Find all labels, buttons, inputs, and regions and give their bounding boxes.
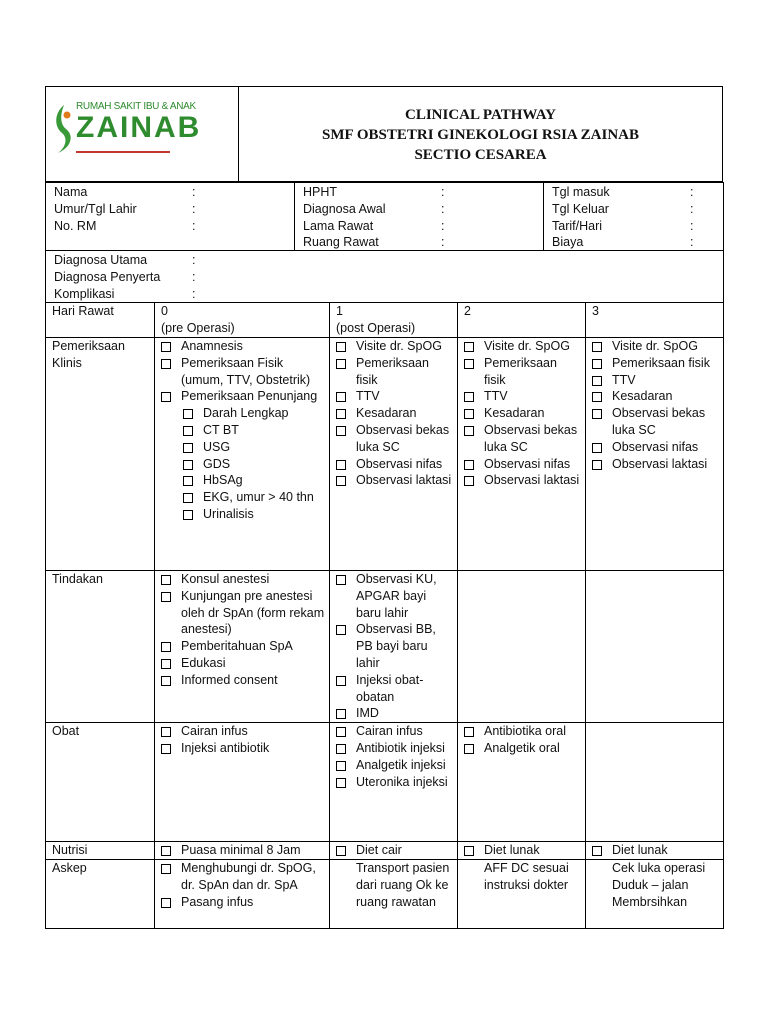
checklist-item[interactable] <box>161 842 325 859</box>
pathway-row <box>46 723 724 842</box>
checklist-item[interactable] <box>592 842 719 859</box>
checklist-item[interactable] <box>336 672 453 706</box>
checklist-item[interactable] <box>592 355 719 372</box>
field-separator: : <box>441 218 445 233</box>
pathway-row <box>46 570 724 722</box>
pathway-cell <box>330 859 458 928</box>
field-label: Umur/Tgl Lahir <box>54 201 137 216</box>
checklist-label: Observasi BB, PB bayi baru lahir <box>356 622 436 670</box>
checkbox-icon[interactable] <box>336 409 346 419</box>
checklist-label: IMD <box>356 706 379 721</box>
pathway-cell <box>155 570 330 722</box>
checklist-item <box>592 860 719 877</box>
checklist-label: Observasi KU, APGAR bayi baru lahir <box>356 571 437 620</box>
checkbox-icon[interactable] <box>336 392 346 402</box>
checkbox-icon[interactable] <box>592 342 602 352</box>
pathway-cell <box>458 859 586 928</box>
checklist-label: Observasi laktasi <box>356 473 452 488</box>
checklist-item[interactable] <box>161 506 325 523</box>
checklist-item[interactable] <box>336 405 453 422</box>
checklist-label: CT BT <box>203 422 239 437</box>
diagnosis-cell <box>46 251 724 303</box>
checkbox-icon[interactable] <box>336 676 346 686</box>
checklist-label: Kesadaran <box>356 406 417 421</box>
checklist-label: Kesadaran <box>612 389 673 404</box>
checklist-label: HbSAg <box>203 473 243 488</box>
checkbox-icon[interactable] <box>464 460 474 470</box>
pathway-cell <box>586 723 724 842</box>
checklist-label: Antibiotik injeksi <box>356 740 445 755</box>
row-label: Askep <box>46 859 155 928</box>
checklist-label: Injeksi obat-obatan <box>356 672 424 704</box>
checkbox-icon[interactable] <box>336 476 346 486</box>
checklist-label: Analgetik oral <box>484 740 560 755</box>
checklist-label: Pasang infus <box>181 894 254 909</box>
checklist-label: Pemeriksaan fisik <box>484 355 557 387</box>
checklist-item[interactable] <box>336 355 453 389</box>
diagnosis-row <box>46 251 724 303</box>
checklist-item[interactable] <box>592 456 719 473</box>
checkbox-icon[interactable] <box>464 744 474 754</box>
field-label: Ruang Rawat <box>303 235 379 250</box>
checklist-label: Darah Lengkap <box>203 406 289 421</box>
pathway-cell <box>586 337 724 570</box>
checklist-item[interactable] <box>161 723 325 740</box>
row-label: Nutrisi <box>46 842 155 860</box>
checkbox-icon[interactable] <box>336 846 346 856</box>
checkbox-icon[interactable] <box>183 493 193 503</box>
checklist-item[interactable] <box>464 388 581 405</box>
checkbox-icon[interactable] <box>592 460 602 470</box>
patient-field <box>303 234 543 251</box>
checklist-label: Pemeriksaan Fisik (umum, TTV, Obstetrik) <box>181 355 311 387</box>
patient-field <box>552 234 723 251</box>
pathway-row <box>46 859 724 928</box>
checkbox-icon[interactable] <box>183 460 193 470</box>
checklist-label: Membrsihkan <box>612 894 688 909</box>
patient-info-col2 <box>295 183 544 250</box>
field-label: HPHT <box>303 185 338 199</box>
checklist-label: Cek luka operasi <box>612 860 706 875</box>
checklist-item[interactable] <box>161 489 325 506</box>
checklist-item[interactable] <box>336 705 453 722</box>
patient-info-col1 <box>46 183 295 250</box>
pathway-cell <box>458 723 586 842</box>
checkbox-icon[interactable] <box>336 709 346 719</box>
pathway-cell <box>155 842 330 860</box>
checklist-item[interactable] <box>464 740 581 757</box>
form-header <box>45 86 723 182</box>
checkbox-icon[interactable] <box>183 409 193 419</box>
pathway-cell <box>155 723 330 842</box>
field-label: No. RM <box>54 218 97 233</box>
pathway-cell <box>155 859 330 928</box>
checkbox-icon[interactable] <box>464 409 474 419</box>
checklist-item[interactable] <box>336 774 453 791</box>
checklist-label: Konsul anestesi <box>181 571 270 586</box>
checkbox-icon[interactable] <box>464 359 474 369</box>
checkbox-icon[interactable] <box>161 898 171 908</box>
hari-rawat-label: Hari Rawat <box>46 303 155 338</box>
checklist-label: TTV <box>356 389 380 404</box>
day-number: 2 <box>464 304 471 319</box>
field-separator: : <box>192 253 196 267</box>
day-header-3 <box>586 303 724 338</box>
checklist-item[interactable] <box>161 388 325 405</box>
pathway-cell <box>586 570 724 722</box>
checklist-item[interactable] <box>161 655 325 672</box>
patient-info-col3 <box>544 183 723 250</box>
pathway-cell <box>330 570 458 722</box>
checklist-item[interactable] <box>336 388 453 405</box>
field-label: Tgl masuk <box>552 185 610 199</box>
checklist-item[interactable] <box>161 422 325 439</box>
row-label: Tindakan <box>46 570 155 722</box>
field-label: Diagnosa Penyerta <box>54 269 161 284</box>
row-label: Obat <box>46 723 155 842</box>
patient-field <box>303 184 543 201</box>
checklist-label: TTV <box>484 389 508 404</box>
checklist-label: Observasi laktasi <box>612 456 708 471</box>
title-line-1: CLINICAL PATHWAY <box>404 107 556 123</box>
checkbox-icon[interactable] <box>464 426 474 436</box>
checklist-label: AFF DC sesuai instruksi dokter <box>484 860 569 892</box>
checklist-label: Observasi bekas luka SC <box>356 422 450 454</box>
checklist-label: Observasi bekas luka SC <box>484 422 578 454</box>
checklist-item[interactable] <box>336 757 453 774</box>
checklist-label: TTV <box>612 372 636 387</box>
form-title <box>239 87 722 181</box>
checkbox-icon[interactable] <box>161 676 171 686</box>
checkbox-icon[interactable] <box>336 460 346 470</box>
checklist-label: Menghubungi dr. SpOG, dr. SpAn dan dr. SpA <box>181 860 316 892</box>
checkbox-icon[interactable] <box>161 846 171 856</box>
checklist-item <box>592 894 719 911</box>
checklist-label: Cairan infus <box>356 724 423 739</box>
patient-field <box>552 218 723 235</box>
logo-underline <box>76 151 170 153</box>
checklist-label: EKG, umur > 40 thn <box>203 490 314 505</box>
field-label: Lama Rawat <box>303 218 374 233</box>
checklist-item[interactable] <box>592 439 719 456</box>
checklist-item[interactable] <box>336 338 453 355</box>
field-label: Diagnosa Awal <box>303 201 386 216</box>
patient-info-row <box>46 183 724 251</box>
checklist-item[interactable] <box>161 355 325 389</box>
checklist-label: Transport pasien dari ruang Ok ke ruang rawatan <box>356 860 450 909</box>
checkbox-icon[interactable] <box>592 443 602 453</box>
checkbox-icon[interactable] <box>161 575 171 585</box>
field-separator: : <box>690 185 694 199</box>
checklist-item[interactable] <box>161 472 325 489</box>
checklist-label: Observasi laktasi <box>484 473 580 488</box>
checkbox-icon[interactable] <box>161 392 171 402</box>
checklist-item[interactable] <box>336 740 453 757</box>
checkbox-icon[interactable] <box>336 426 346 436</box>
checkbox-icon[interactable] <box>336 575 346 585</box>
checkbox-icon[interactable] <box>592 359 602 369</box>
checklist-label: Kunjungan pre anestesi oleh dr SpAn (form rekam anestesi) <box>181 588 325 637</box>
checklist-label: Observasi nifas <box>356 456 443 471</box>
checkbox-icon[interactable] <box>592 376 602 386</box>
pathway-cell <box>458 570 586 722</box>
checklist-label: Kesadaran <box>484 406 545 421</box>
checklist-item <box>336 860 453 910</box>
field-separator: : <box>192 201 196 216</box>
checkbox-icon[interactable] <box>336 342 346 352</box>
checkbox-icon[interactable] <box>183 476 193 486</box>
checklist-label: Cairan infus <box>181 724 248 739</box>
diagnosis-field <box>54 252 723 269</box>
checklist-item <box>464 860 581 894</box>
checklist-item[interactable] <box>464 472 581 489</box>
diagnosis-field <box>54 286 723 303</box>
day-header-0 <box>155 303 330 338</box>
field-label: Tarif/Hari <box>552 218 603 233</box>
checkbox-icon[interactable] <box>464 342 474 352</box>
field-separator: : <box>441 201 445 216</box>
checkbox-icon[interactable] <box>464 846 474 856</box>
checklist-label: Observasi nifas <box>484 456 571 471</box>
day-header-1 <box>330 303 458 338</box>
field-label: Biaya <box>552 235 584 250</box>
checkbox-icon[interactable] <box>592 392 602 402</box>
checklist-label: Pemeriksaan fisik <box>356 355 429 387</box>
checklist-label: Observasi nifas <box>612 439 699 454</box>
field-separator: : <box>192 185 196 199</box>
patient-field <box>54 184 294 201</box>
checklist-item[interactable] <box>161 338 325 355</box>
checklist-label: USG <box>203 439 231 454</box>
checklist-label: Analgetik injeksi <box>356 757 446 772</box>
field-separator: : <box>441 235 445 250</box>
checkbox-icon[interactable] <box>592 409 602 419</box>
checklist-label: Urinalisis <box>203 506 254 521</box>
checkbox-icon[interactable] <box>336 778 346 788</box>
pathway-cell <box>330 723 458 842</box>
checkbox-icon[interactable] <box>161 727 171 737</box>
checkbox-icon[interactable] <box>183 426 193 436</box>
checklist-item[interactable] <box>161 860 325 894</box>
checklist-item <box>592 877 719 894</box>
checklist-item[interactable] <box>161 672 325 689</box>
field-label: Tgl Keluar <box>552 201 609 216</box>
field-separator: : <box>690 201 694 216</box>
checklist-item[interactable] <box>161 456 325 473</box>
checklist-item[interactable] <box>464 405 581 422</box>
pathway-cell <box>458 842 586 860</box>
checklist-label: Observasi bekas luka SC <box>612 406 706 437</box>
checkbox-icon[interactable] <box>161 359 171 369</box>
days-header-row <box>46 303 724 338</box>
day-number: 0 <box>161 304 168 319</box>
checklist-item[interactable] <box>464 456 581 473</box>
checklist-label: Puasa minimal 8 Jam <box>181 843 301 858</box>
checklist-label: Edukasi <box>181 655 226 670</box>
pathway-cell <box>586 859 724 928</box>
checklist-label: Visite dr. SpOG <box>484 338 570 353</box>
checklist-item[interactable] <box>592 338 719 355</box>
checklist-label: Injeksi antibiotik <box>181 740 270 755</box>
pathway-cell <box>330 842 458 860</box>
checklist-label: Informed consent <box>181 672 278 687</box>
checklist-item[interactable] <box>592 405 719 439</box>
checklist-label: Pemberitahuan SpA <box>181 639 293 654</box>
pathway-cell <box>330 337 458 570</box>
field-label: Nama <box>54 185 88 199</box>
checkbox-icon[interactable] <box>161 864 171 874</box>
checklist-item[interactable] <box>464 842 581 859</box>
hospital-logo <box>46 87 239 181</box>
pathway-row <box>46 337 724 570</box>
checklist-item[interactable] <box>464 723 581 740</box>
checklist-label: Uteronika injeksi <box>356 774 448 789</box>
checklist-item[interactable] <box>464 355 581 389</box>
patient-field <box>54 218 294 235</box>
checklist-label: Visite dr. SpOG <box>356 338 442 353</box>
checklist-item[interactable] <box>336 621 453 671</box>
field-separator: : <box>192 286 196 301</box>
checklist-label: Diet cair <box>356 843 402 858</box>
pathway-row <box>46 842 724 860</box>
checkbox-icon[interactable] <box>464 392 474 402</box>
checklist-item[interactable] <box>161 588 325 638</box>
patient-field <box>54 201 294 218</box>
checkbox-icon[interactable] <box>336 744 346 754</box>
checklist-label: GDS <box>203 456 231 471</box>
checklist-item[interactable] <box>161 638 325 655</box>
checklist-item[interactable] <box>161 740 325 757</box>
checkbox-icon[interactable] <box>592 846 602 856</box>
field-label: Komplikasi <box>54 286 115 301</box>
diagnosis-field <box>54 269 723 286</box>
day-note: (post Operasi) <box>336 321 416 336</box>
pathway-cell <box>458 337 586 570</box>
checklist-item[interactable] <box>161 405 325 422</box>
checkbox-icon[interactable] <box>183 510 193 520</box>
checkbox-icon[interactable] <box>161 592 171 602</box>
checkbox-icon[interactable] <box>161 642 171 652</box>
pathway-table <box>45 182 724 929</box>
checklist-item[interactable] <box>336 472 453 489</box>
logo-subtitle: RUMAH SAKIT IBU & ANAK <box>76 101 196 112</box>
logo-swirl-icon <box>52 103 74 155</box>
checkbox-icon[interactable] <box>336 359 346 369</box>
checklist-item[interactable] <box>336 456 453 473</box>
field-label: Diagnosa Utama <box>54 253 148 267</box>
checklist-label: Diet lunak <box>612 843 668 858</box>
title-line-2: SMF OBSTETRI GINEKOLOGI RSIA ZAINAB <box>321 127 640 143</box>
checkbox-icon[interactable] <box>464 727 474 737</box>
field-separator: : <box>192 269 196 284</box>
row-label: Pemeriksaan Klinis <box>46 337 155 570</box>
checklist-item[interactable] <box>161 571 325 588</box>
checklist-item[interactable] <box>336 723 453 740</box>
pathway-cell <box>586 842 724 860</box>
checklist-label: Pemeriksaan fisik <box>612 355 710 370</box>
field-separator: : <box>441 185 445 199</box>
patient-field <box>303 201 543 218</box>
checkbox-icon[interactable] <box>161 744 171 754</box>
checkbox-icon[interactable] <box>336 761 346 771</box>
checkbox-icon[interactable] <box>336 727 346 737</box>
checklist-label: Antibiotika oral <box>484 724 566 739</box>
checklist-label: Visite dr. SpOG <box>612 338 698 353</box>
checklist-item[interactable] <box>336 571 453 621</box>
day-header-2 <box>458 303 586 338</box>
checklist-item[interactable] <box>161 894 325 911</box>
clinical-pathway-form <box>45 86 723 929</box>
title-line-3: SECTIO CESAREA <box>414 147 547 163</box>
field-separator: : <box>690 218 694 233</box>
checklist-item[interactable] <box>592 372 719 389</box>
field-separator: : <box>690 235 694 250</box>
day-note: (pre Operasi) <box>161 321 235 336</box>
checklist-item[interactable] <box>336 422 453 456</box>
checkbox-icon[interactable] <box>161 342 171 352</box>
patient-field <box>552 201 723 218</box>
checkbox-icon[interactable] <box>464 476 474 486</box>
checkbox-icon[interactable] <box>161 659 171 669</box>
field-separator: : <box>192 218 196 233</box>
day-number: 1 <box>336 304 343 319</box>
checklist-item[interactable] <box>464 338 581 355</box>
checklist-item[interactable] <box>336 842 453 859</box>
patient-field <box>552 184 723 201</box>
checklist-item[interactable] <box>464 422 581 456</box>
checklist-label: Duduk – jalan <box>612 877 689 892</box>
checkbox-icon[interactable] <box>336 625 346 635</box>
patient-field <box>303 218 543 235</box>
checklist-item[interactable] <box>161 439 325 456</box>
checklist-item[interactable] <box>592 388 719 405</box>
logo-name: ZAINAB <box>76 111 202 144</box>
checkbox-icon[interactable] <box>183 443 193 453</box>
checklist-label: Anamnesis <box>181 338 243 353</box>
pathway-cell <box>155 337 330 570</box>
day-number: 3 <box>592 304 599 319</box>
checklist-label: Diet lunak <box>484 843 540 858</box>
checklist-label: Pemeriksaan Penunjang <box>181 389 318 404</box>
